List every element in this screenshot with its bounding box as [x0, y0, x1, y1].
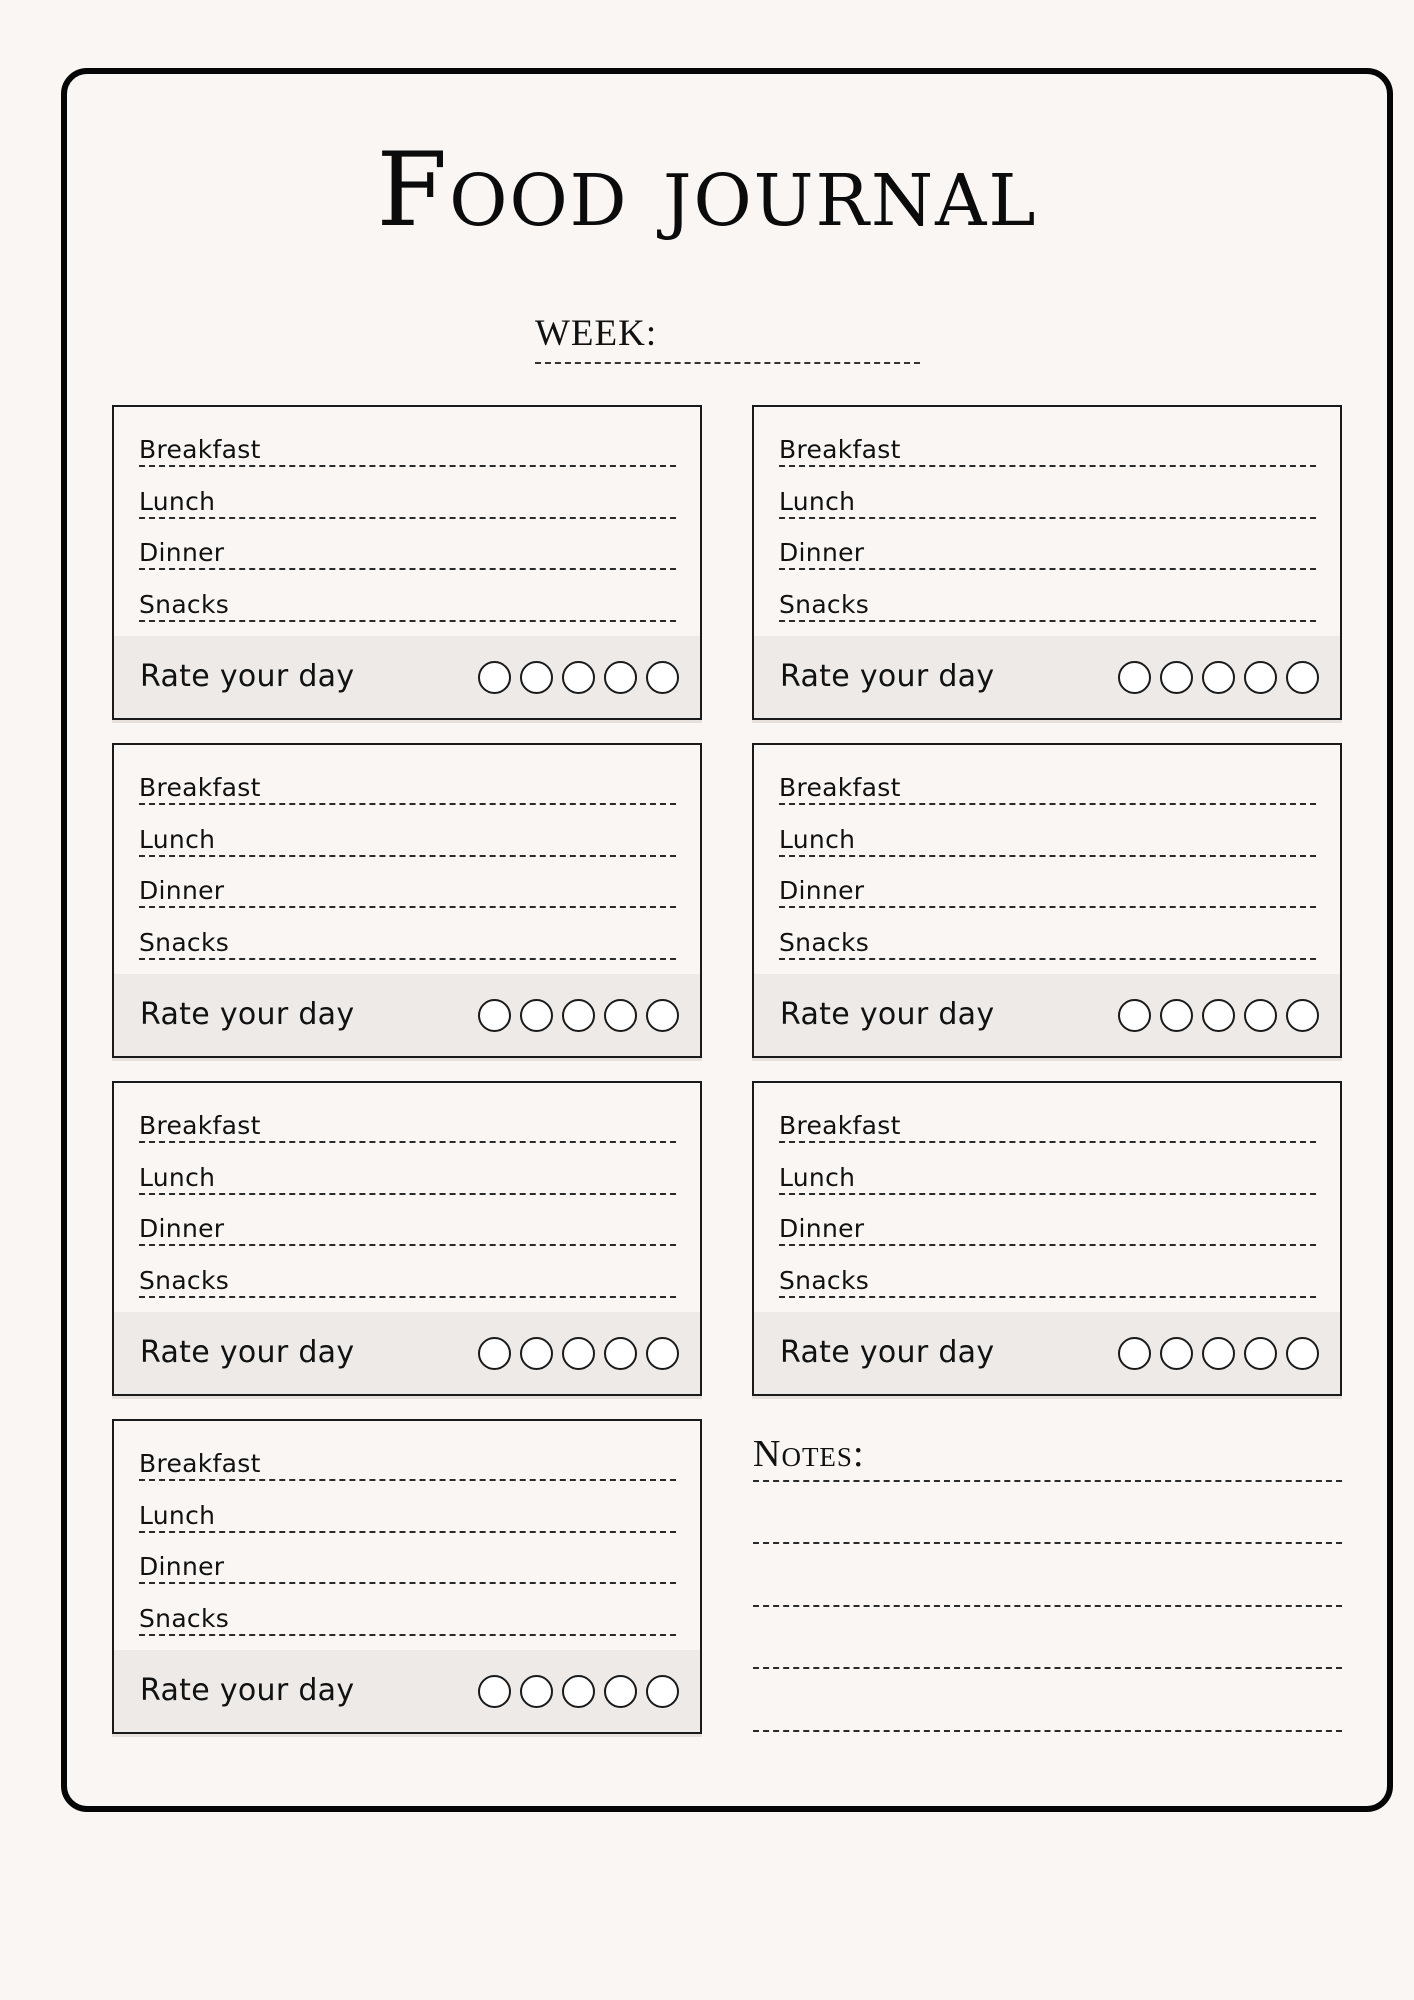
- meal-label: Breakfast: [779, 435, 901, 464]
- rating-circle-icon-5[interactable]: [1286, 1337, 1319, 1370]
- meal-field-snacks[interactable]: [139, 1604, 676, 1636]
- meal-label: Lunch: [779, 825, 856, 854]
- meal-field-dinner[interactable]: [139, 1214, 676, 1246]
- meal-field-snacks[interactable]: [779, 1266, 1316, 1298]
- rating-circle-icon-4[interactable]: [1244, 661, 1277, 694]
- rating-circle-icon-2[interactable]: [520, 1675, 553, 1708]
- meal-field-snacks[interactable]: [779, 928, 1316, 960]
- rating-circle-icon-4[interactable]: [604, 661, 637, 694]
- meal-label: Snacks: [139, 928, 230, 957]
- rating-circles: [478, 1675, 679, 1708]
- rating-circle-icon-3[interactable]: [562, 1337, 595, 1370]
- rating-circles: [478, 661, 679, 694]
- rate-your-day-label: Rate your day: [140, 1673, 355, 1708]
- meal-field-breakfast[interactable]: [139, 1111, 676, 1143]
- meal-label: Dinner: [139, 1552, 225, 1581]
- rating-circle-icon-5[interactable]: [646, 661, 679, 694]
- day-card-5: [112, 1081, 702, 1396]
- meal-field-breakfast[interactable]: [779, 773, 1316, 805]
- meal-label: Lunch: [139, 1501, 216, 1530]
- meal-field-dinner[interactable]: [779, 1214, 1316, 1246]
- meal-label: Snacks: [779, 928, 870, 957]
- meal-label: Breakfast: [779, 773, 901, 802]
- day-card-7: [112, 1419, 702, 1734]
- rating-circle-icon-5[interactable]: [646, 1337, 679, 1370]
- rating-circle-icon-3[interactable]: [1202, 661, 1235, 694]
- meal-label: Breakfast: [139, 1111, 261, 1140]
- meal-label: Breakfast: [139, 1449, 261, 1478]
- rating-footer: [114, 636, 700, 718]
- meal-field-snacks[interactable]: [779, 590, 1316, 622]
- meal-field-dinner[interactable]: [779, 876, 1316, 908]
- meal-label: Snacks: [779, 1266, 870, 1295]
- rating-circle-icon-5[interactable]: [1286, 661, 1319, 694]
- week-field[interactable]: [535, 312, 920, 364]
- rating-circle-icon-1[interactable]: [1118, 999, 1151, 1032]
- rating-circle-icon-2[interactable]: [520, 1337, 553, 1370]
- rating-footer: [754, 636, 1340, 718]
- rating-circles: [1118, 661, 1319, 694]
- meal-label: Breakfast: [139, 773, 261, 802]
- page-title: Food journal: [376, 131, 1038, 250]
- rating-footer: [754, 1312, 1340, 1394]
- meal-field-breakfast[interactable]: [139, 435, 676, 467]
- meal-label: Snacks: [779, 590, 870, 619]
- day-card-2: [752, 405, 1342, 720]
- rate-your-day-label: Rate your day: [140, 997, 355, 1032]
- rating-circle-icon-4[interactable]: [604, 999, 637, 1032]
- rating-circles: [1118, 1337, 1319, 1370]
- rate-your-day-label: Rate your day: [780, 659, 995, 694]
- meal-label: Snacks: [139, 1266, 230, 1295]
- meal-field-lunch[interactable]: [779, 487, 1316, 519]
- meal-field-dinner[interactable]: [779, 538, 1316, 570]
- rating-footer: [114, 1312, 700, 1394]
- rate-your-day-label: Rate your day: [140, 659, 355, 694]
- rating-circle-icon-2[interactable]: [520, 661, 553, 694]
- meal-label: Snacks: [139, 1604, 230, 1633]
- day-card-6: [752, 1081, 1342, 1396]
- meal-field-breakfast[interactable]: [779, 435, 1316, 467]
- meal-label: Breakfast: [139, 435, 261, 464]
- rating-footer: [114, 974, 700, 1056]
- rating-circle-icon-1[interactable]: [478, 661, 511, 694]
- meal-field-snacks[interactable]: [139, 928, 676, 960]
- meal-label: Dinner: [779, 876, 865, 905]
- rating-circle-icon-1[interactable]: [478, 1337, 511, 1370]
- meal-field-lunch[interactable]: [139, 487, 676, 519]
- rating-circle-icon-1[interactable]: [478, 999, 511, 1032]
- meal-label: Dinner: [779, 538, 865, 567]
- rate-your-day-label: Rate your day: [780, 1335, 995, 1370]
- meal-label: Dinner: [139, 538, 225, 567]
- day-card-1: [112, 405, 702, 720]
- rating-circle-icon-5[interactable]: [646, 999, 679, 1032]
- rating-circle-icon-3[interactable]: [562, 661, 595, 694]
- rating-circle-icon-3[interactable]: [562, 1675, 595, 1708]
- rating-footer: [754, 974, 1340, 1056]
- meal-field-lunch[interactable]: [779, 1163, 1316, 1195]
- rating-circle-icon-4[interactable]: [604, 1675, 637, 1708]
- meal-field-lunch[interactable]: [139, 825, 676, 857]
- rating-circle-icon-5[interactable]: [646, 1675, 679, 1708]
- day-card-4: [752, 743, 1342, 1058]
- rating-circle-icon-3[interactable]: [1202, 1337, 1235, 1370]
- rating-circle-icon-1[interactable]: [1118, 1337, 1151, 1370]
- rating-circles: [478, 999, 679, 1032]
- meal-field-snacks[interactable]: [139, 590, 676, 622]
- meal-field-breakfast[interactable]: [139, 1449, 676, 1481]
- notes-line-4[interactable]: [753, 1667, 1342, 1669]
- meal-field-breakfast[interactable]: [779, 1111, 1316, 1143]
- meal-field-lunch[interactable]: [139, 1501, 676, 1533]
- rating-circle-icon-2[interactable]: [1160, 661, 1193, 694]
- meal-label: Lunch: [139, 1163, 216, 1192]
- rating-circle-icon-1[interactable]: [478, 1675, 511, 1708]
- rating-circle-icon-2[interactable]: [1160, 999, 1193, 1032]
- meal-field-dinner[interactable]: [139, 1552, 676, 1584]
- rating-circle-icon-4[interactable]: [1244, 1337, 1277, 1370]
- rating-circles: [1118, 999, 1319, 1032]
- meal-label: Breakfast: [779, 1111, 901, 1140]
- notes-line-1[interactable]: [753, 1480, 1342, 1482]
- rate-your-day-label: Rate your day: [780, 997, 995, 1032]
- meal-label: Dinner: [139, 1214, 225, 1243]
- meal-label: Lunch: [139, 487, 216, 516]
- rating-circles: [478, 1337, 679, 1370]
- week-label: WEEK:: [535, 313, 658, 354]
- meal-field-lunch[interactable]: [139, 1163, 676, 1195]
- notes-line-5[interactable]: [753, 1730, 1342, 1732]
- rating-circle-icon-1[interactable]: [1118, 661, 1151, 694]
- meal-field-breakfast[interactable]: [139, 773, 676, 805]
- meal-label: Snacks: [139, 590, 230, 619]
- rating-circle-icon-5[interactable]: [1286, 999, 1319, 1032]
- meal-field-lunch[interactable]: [779, 825, 1316, 857]
- rating-circle-icon-2[interactable]: [1160, 1337, 1193, 1370]
- meal-field-dinner[interactable]: [139, 538, 676, 570]
- meal-label: Lunch: [139, 825, 216, 854]
- rating-circle-icon-3[interactable]: [562, 999, 595, 1032]
- rating-circle-icon-3[interactable]: [1202, 999, 1235, 1032]
- meal-field-dinner[interactable]: [139, 876, 676, 908]
- meal-field-snacks[interactable]: [139, 1266, 676, 1298]
- day-card-3: [112, 743, 702, 1058]
- meal-label: Dinner: [779, 1214, 865, 1243]
- notes-label: Notes:: [753, 1433, 865, 1475]
- rating-circle-icon-4[interactable]: [604, 1337, 637, 1370]
- meal-label: Lunch: [779, 1163, 856, 1192]
- rating-circle-icon-2[interactable]: [520, 999, 553, 1032]
- meal-label: Dinner: [139, 876, 225, 905]
- rating-circle-icon-4[interactable]: [1244, 999, 1277, 1032]
- meal-label: Lunch: [779, 487, 856, 516]
- notes-line-3[interactable]: [753, 1605, 1342, 1607]
- rate-your-day-label: Rate your day: [140, 1335, 355, 1370]
- notes-line-2[interactable]: [753, 1542, 1342, 1544]
- rating-footer: [114, 1650, 700, 1732]
